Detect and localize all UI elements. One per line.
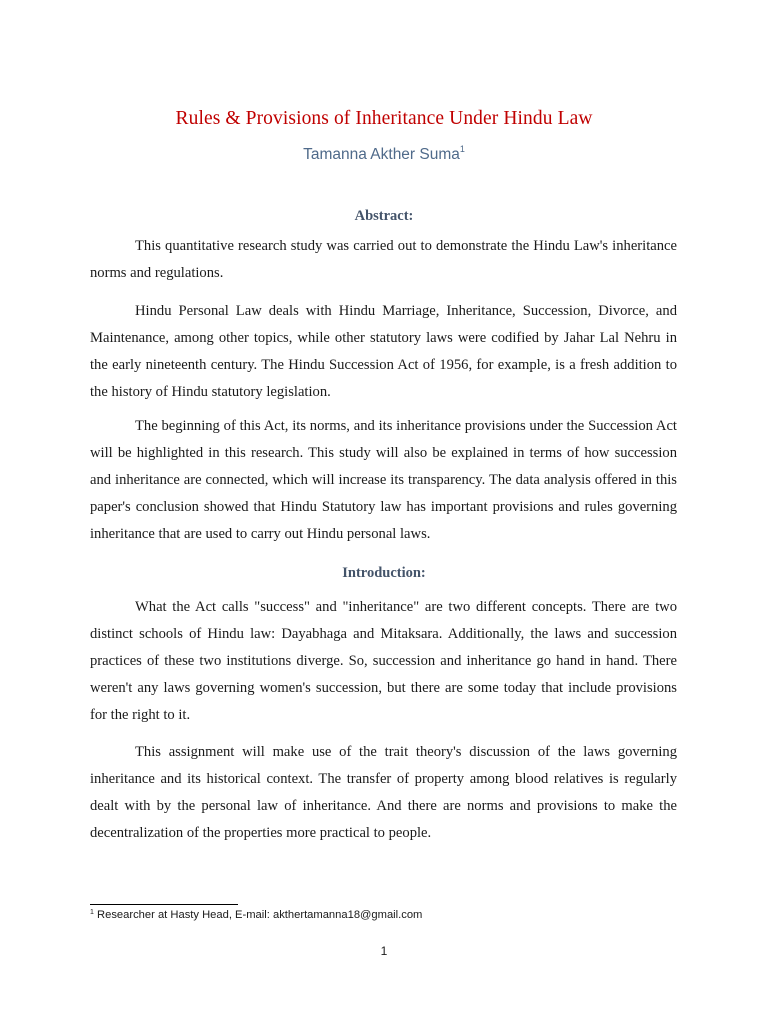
abstract-paragraph-1: This quantitative research study was carried out to demonstrate the Hindu Law's inheritance norms and regulations. [90, 238, 677, 281]
introduction-heading: Introduction: [342, 565, 426, 581]
footnote-marker: 1 [90, 909, 94, 916]
footnote-text: Researcher at Hasty Head, E-mail: akthertamanna18@gmail.com [93, 909, 423, 921]
introduction-paragraph-2: This assignment will make use of the trait theory's discussion of the laws governing inheritance and its historical context. The transfer of property among blood relatives is regularly dealt with by the personal law of inheritance. And there are norms and provisions to make the decentralization of the properties more practical to people. [90, 744, 677, 841]
author-name: Tamanna Akther Suma [303, 146, 460, 163]
abstract-paragraph-3: The beginning of this Act, its norms, and its inheritance provisions under the Succession Act will be highlighted in this research. This study will also be explained in terms of how succession and inheritance are connected, which will increase its transparency. The data analysis offered in this paper's conclusion showed that Hindu Statutory law has important provisions and rules governing inheritance that are used to carry out Hindu personal laws. [90, 418, 677, 542]
abstract-heading: Abstract: [354, 208, 414, 224]
abstract-paragraph-2: Hindu Personal Law deals with Hindu Marriage, Inheritance, Succession, Divorce, and Maintenance, among other topics, while other statutory laws were codified by Jahar Lal Nehru in the early nineteenth century. The Hindu Succession Act of 1956, for example, is a fresh addition to the history of Hindu statutory legislation. [90, 303, 677, 400]
author-footnote-marker[interactable]: 1 [459, 144, 465, 154]
author-line [0, 146, 768, 164]
page-number: 1 [380, 944, 388, 958]
document-title: Rules & Provisions of Inheritance Under Hindu Law [175, 108, 593, 129]
footnote-separator [90, 904, 238, 905]
footnote [90, 909, 422, 921]
introduction-paragraph-1: What the Act calls "success" and "inheritance" are two different concepts. There are two distinct schools of Hindu law: Dayabhaga and Mitaksara. Additionally, the laws and succession practices of these two institutions diverge. So, succession and inheritance go hand in hand. There weren't any laws governing women's succession, but there are some today that include provisions for the right to it. [90, 599, 677, 723]
